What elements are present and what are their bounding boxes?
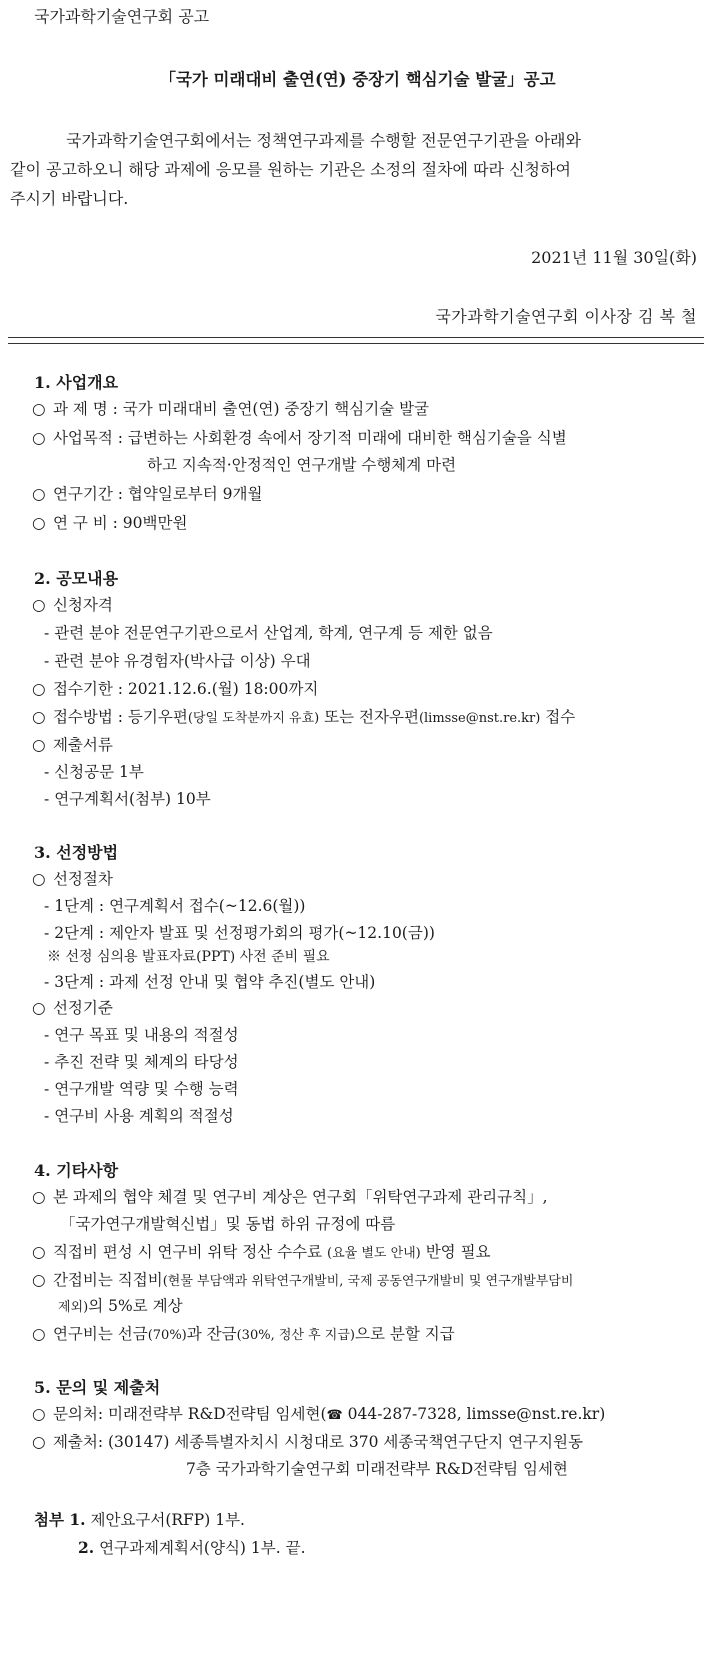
circle-bullet-icon: ○ [32,596,46,614]
dash-bullet: - [44,1026,50,1044]
list-item: ○ 연구기간 : 협약일로부터 9개월 [32,485,263,503]
circle-bullet-icon: ○ [32,680,46,698]
sub-item: - 3단계 : 과제 선정 안내 및 협약 추진(별도 안내) [44,973,376,991]
circle-bullet-icon: ○ [32,429,46,447]
list-item: ○ 문의처: 미래전략부 R&D전략팀 임세현(☎ 044-287-7328, limsse@nst.re.kr) [32,1405,606,1423]
dash-bullet: - [44,624,50,642]
list-item-continuation: 하고 지속적·안정적인 연구개발 수행체계 마련 [147,456,457,474]
list-item: ○ 제출처: (30147) 세종특별자치시 시청대로 370 세종국책연구단지 연구지원동 [32,1433,583,1451]
phone-icon: ☎ [326,1408,343,1423]
attachment-line-1: 첨부 1. 제안요구서(RFP) 1부. [34,1510,245,1529]
sub-item: - 신청공문 1부 [44,763,144,781]
sub-item: - 연구개발 역량 및 수행 능력 [44,1080,239,1098]
note-text: ※ 선정 심의용 발표자료(PPT) 사전 준비 필요 [47,949,330,965]
list-item: ○ 간접비는 직접비(현물 부담액과 위탁연구개발비, 국제 공동연구개발비 및 연구개발부담비 [32,1271,574,1289]
list-item: ○ 과 제 명 : 국가 미래대비 출연(연) 중장기 핵심기술 발굴 [32,400,430,418]
list-item: ○ 신청자격 [32,596,113,614]
intro-line-3: 주시기 바랍니다. [10,189,129,208]
circle-bullet-icon: ○ [32,514,46,532]
attachment-label: 첨부 1. [34,1510,86,1529]
section-1-title: 1. 사업개요 [34,373,119,392]
circle-bullet-icon: ○ [32,708,46,726]
dash-bullet: - [44,1080,50,1098]
list-item: ○ 연 구 비 : 90백만원 [32,514,188,532]
circle-bullet-icon: ○ [32,870,46,888]
sub-item: - 연구계획서(첨부) 10부 [44,790,211,808]
intro-line-1: 국가과학기술연구회에서는 정책연구과제를 수행할 전문연구기관을 아래와 [66,131,581,150]
list-item: ○ 사업목적 : 급변하는 사회환경 속에서 장기적 미래에 대비한 핵심기술을 식별 [32,429,567,447]
dash-bullet: - [44,1053,50,1071]
dash-bullet: - [44,973,50,991]
list-item-continuation: 「국가연구개발혁신법」및 동법 하위 규정에 따름 [60,1215,396,1233]
section-3-title: 3. 선정방법 [34,843,119,862]
circle-bullet-icon: ○ [32,736,46,754]
intro-line-2: 같이 공고하오니 해당 과제에 응모를 원하는 기관은 소정의 절차에 따라 신청하여 [10,160,571,179]
signer: 국가과학기술연구회 이사장 김 복 철 [435,307,697,326]
list-item: ○ 제출서류 [32,736,113,754]
sub-item: - 1단계 : 연구계획서 접수(~12.6(월)) [44,897,306,915]
attachment-line-2: 2. 연구과제계획서(양식) 1부. 끝. [78,1538,306,1557]
sub-item: - 관련 분야 유경험자(박사급 이상) 우대 [44,652,311,670]
sub-item: - 추진 전략 및 체계의 타당성 [44,1053,239,1071]
list-item: ○ 접수기한 : 2021.12.6.(월) 18:00까지 [32,680,319,698]
circle-bullet-icon: ○ [32,400,46,418]
section-2-title: 2. 공모내용 [34,569,119,588]
sub-item: - 연구비 사용 계획의 적절성 [44,1107,234,1125]
email-text: (limsse@nst.re.kr) [418,711,541,726]
list-item: ○ 본 과제의 협약 체결 및 연구비 계상은 연구회「위탁연구과제 관리규칙」, [32,1188,548,1206]
circle-bullet-icon: ○ [32,1325,46,1343]
list-item: ○ 접수방법 : 등기우편(당일 도착분까지 유효) 또는 전자우편(limsse@nst.re.kr) 접수 [32,708,576,726]
list-item-continuation: 제외)의 5%로 계상 [58,1297,183,1315]
circle-bullet-icon: ○ [32,999,46,1017]
double-rule-divider [8,337,704,344]
list-item: ○ 연구비는 선금(70%)과 잔금(30%, 정산 후 지급)으로 분할 지급 [32,1325,455,1343]
circle-bullet-icon: ○ [32,1188,46,1206]
sub-item: - 관련 분야 전문연구기관으로서 산업계, 학계, 연구계 등 제한 없음 [44,624,493,642]
list-item: ○ 직접비 편성 시 연구비 위탁 정산 수수료 (요율 별도 안내) 반영 필요 [32,1243,491,1261]
sub-item: - 연구 목표 및 내용의 적절성 [44,1026,239,1044]
dash-bullet: - [44,897,50,915]
org-notice-header: 국가과학기술연구회 공고 [34,7,210,26]
section-4-title: 4. 기타사항 [34,1161,119,1180]
dash-bullet: - [44,763,50,781]
dash-bullet: - [44,790,50,808]
dash-bullet: - [44,652,50,670]
section-5-title: 5. 문의 및 제출처 [34,1378,161,1397]
circle-bullet-icon: ○ [32,1433,46,1451]
dash-bullet: - [44,924,50,942]
sub-item: - 2단계 : 제안자 발표 및 선정평가회의 평가(~12.10(금)) [44,924,435,942]
list-item: ○ 선정절차 [32,870,113,888]
notice-date: 2021년 11월 30일(화) [531,248,697,267]
dash-bullet: - [44,1107,50,1125]
intro-paragraph [10,126,700,213]
circle-bullet-icon: ○ [32,485,46,503]
circle-bullet-icon: ○ [32,1405,46,1423]
list-item: ○ 선정기준 [32,999,113,1017]
list-item-continuation: 7층 국가과학기술연구회 미래전략부 R&D전략팀 임세현 [186,1460,568,1478]
circle-bullet-icon: ○ [32,1271,46,1289]
notice-title: 「국가 미래대비 출연(연) 중장기 핵심기술 발굴」공고 [159,70,556,89]
circle-bullet-icon: ○ [32,1243,46,1261]
